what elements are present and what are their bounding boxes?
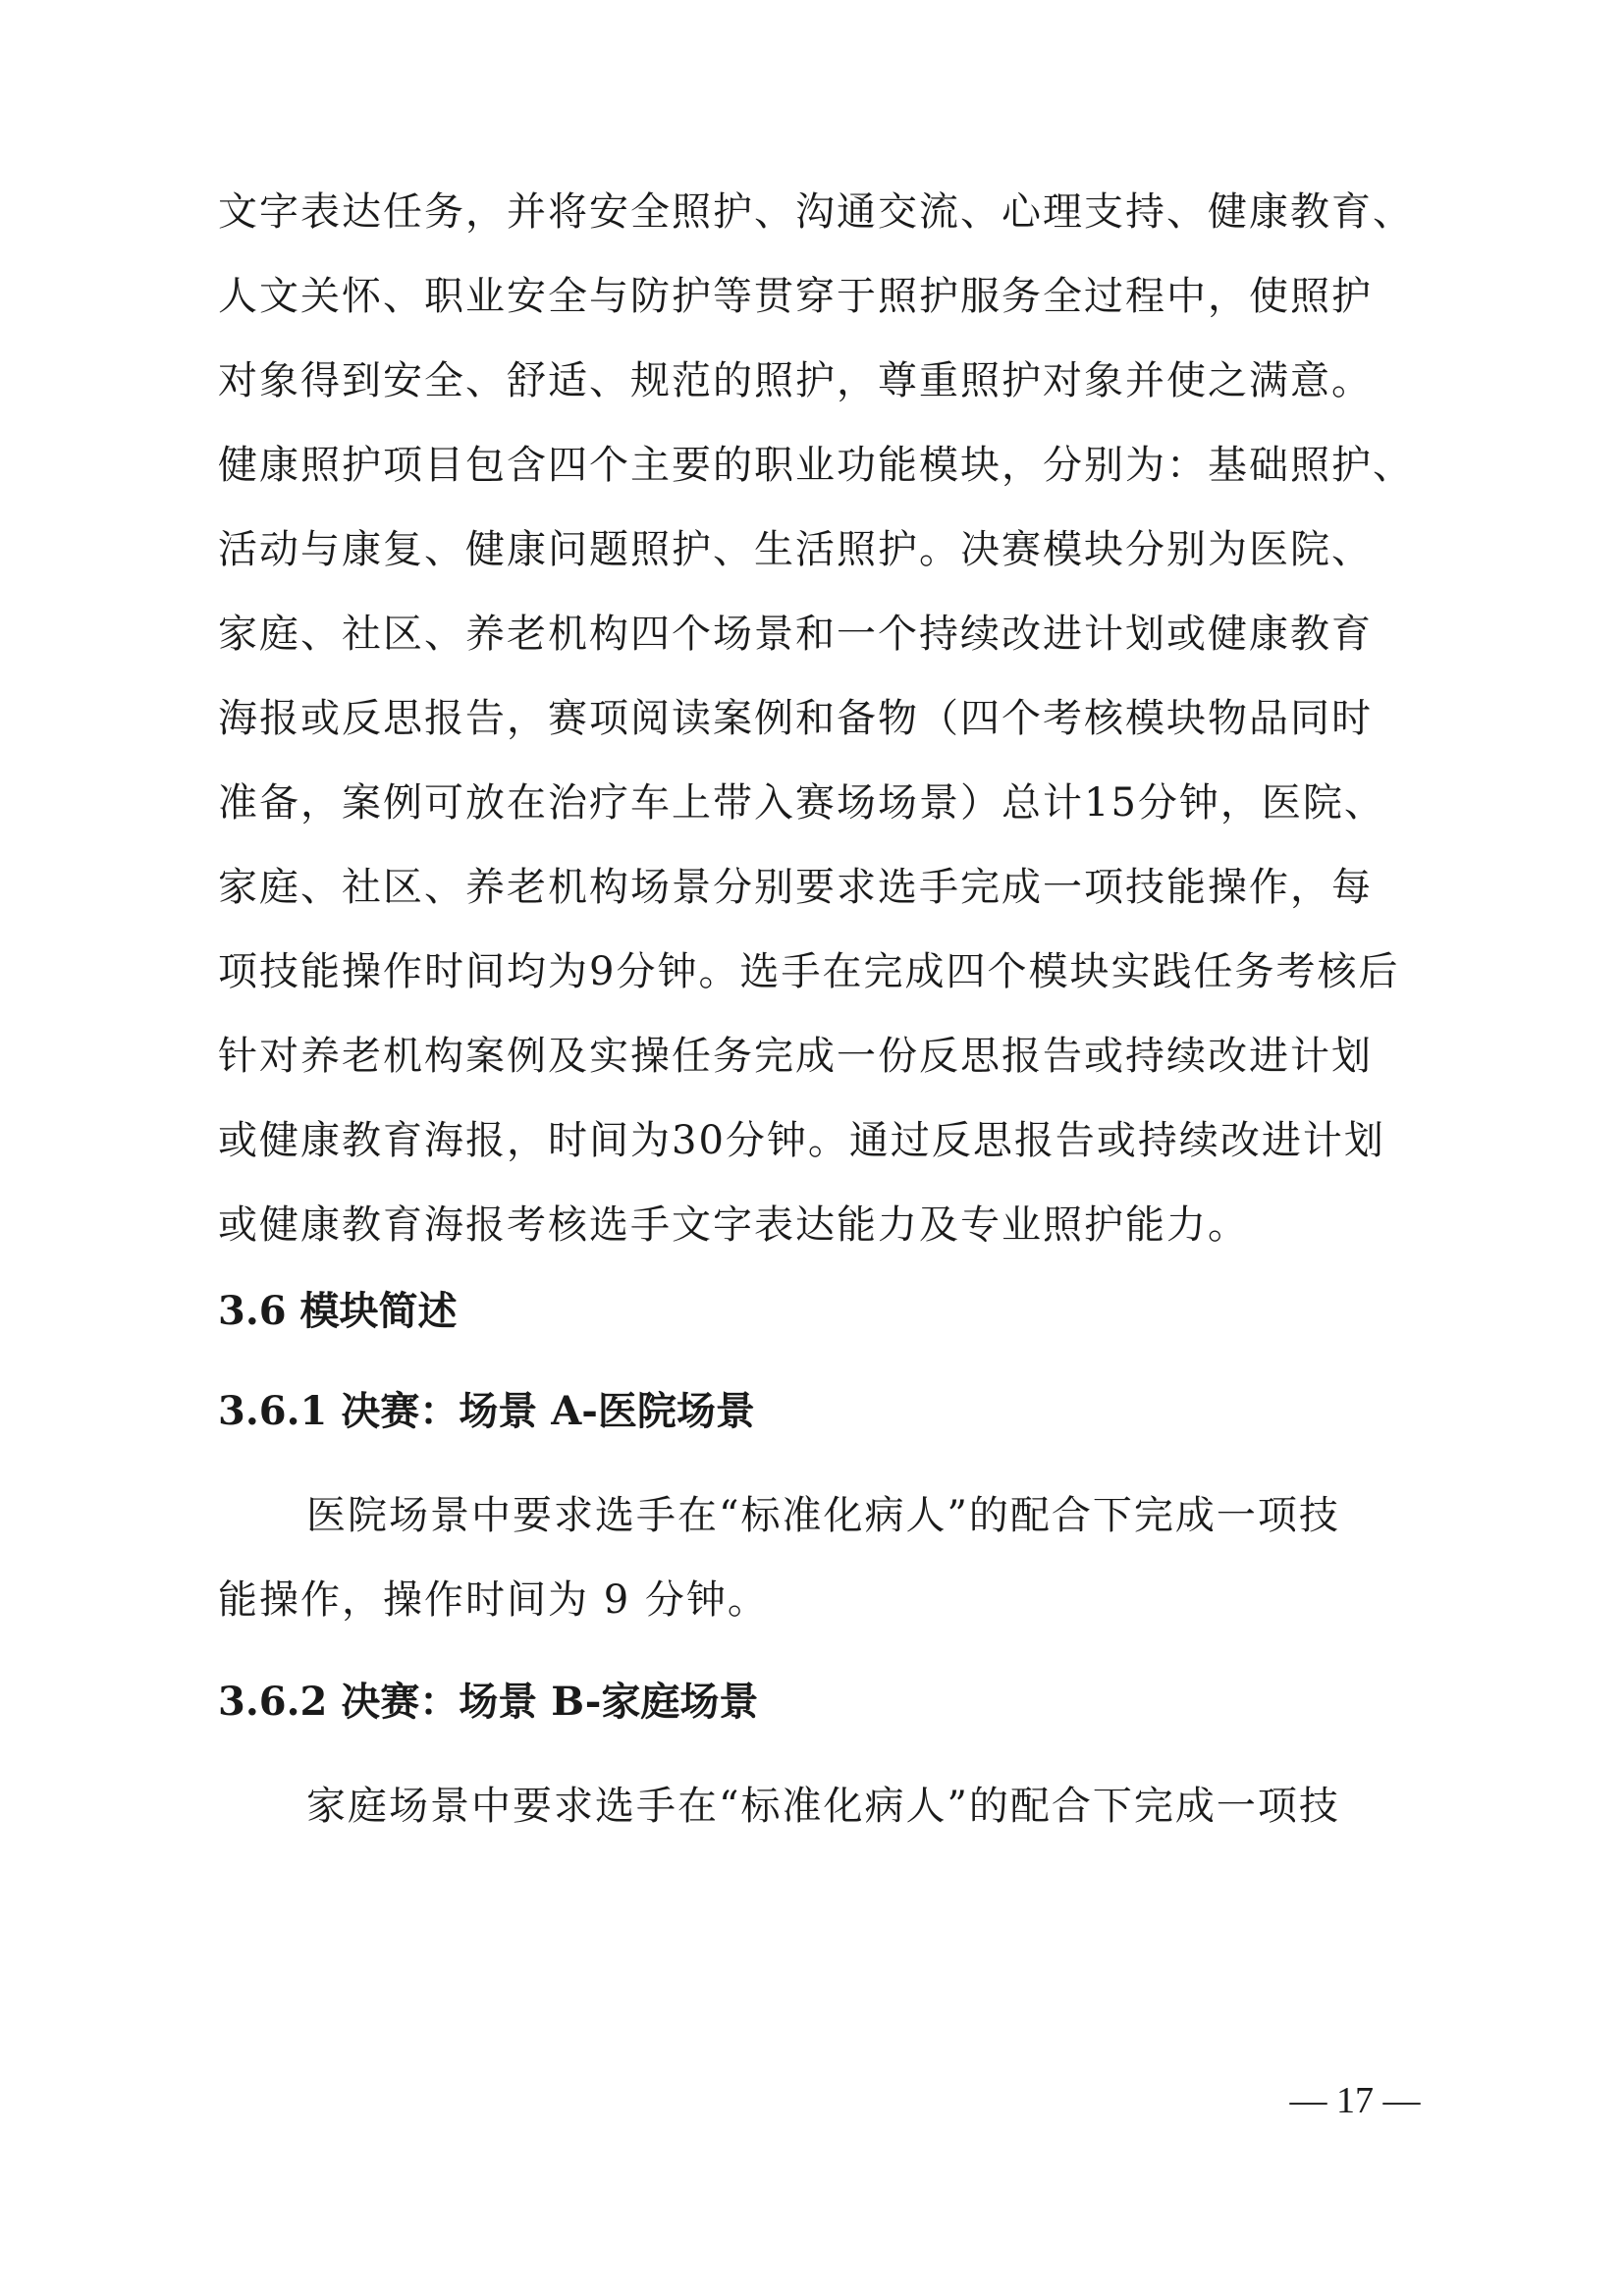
section-3-6-1-paragraph-line: 能操作，操作时间为 9 分钟。 [218,1577,769,1623]
body-text-line: 健康照护项目包含四个主要的职业功能模块，分别为：基础照护、 [218,443,1414,488]
body-text-line: 活动与康复、健康问题照护、生活照护。决赛模块分别为医院、 [218,527,1373,572]
section-heading-3-6-2: 3.6.2 决赛：场景 B-家庭场景 [218,1679,759,1725]
body-text-line: 家庭、社区、养老机构场景分别要求选手完成一项技能操作，每 [218,865,1373,910]
page-number: — 17 — [1289,2080,1421,2121]
body-text-line: 针对养老机构案例及实操任务完成一份反思报告或持续改进计划 [218,1034,1373,1079]
section-heading-3-6-1: 3.6.1 决赛：场景 A-医院场景 [218,1388,755,1434]
section-3-6-2-paragraph-line: 家庭场景中要求选手在“标准化病人”的配合下完成一项技 [306,1784,1340,1829]
body-text-line: 人文关怀、职业安全与防护等贯穿于照护服务全过程中，使照护 [218,274,1373,319]
body-text-line: 家庭、社区、养老机构四个场景和一个持续改进计划或健康教育 [218,612,1373,657]
body-text-line: 海报或反思报告，赛项阅读案例和备物（四个考核模块物品同时 [218,696,1373,741]
body-text-line: 文字表达任务，并将安全照护、沟通交流、心理支持、健康教育、 [218,189,1414,235]
body-text-line: 或健康教育海报考核选手文字表达能力及专业照护能力。 [218,1202,1249,1248]
body-text-line: 对象得到安全、舒适、规范的照护，尊重照护对象并使之满意。 [218,358,1373,403]
body-text-line: 或健康教育海报，时间为30分钟。通过反思报告或持续改进计划 [218,1118,1385,1163]
section-3-6-1-paragraph-line: 医院场景中要求选手在“标准化病人”的配合下完成一项技 [306,1493,1340,1538]
body-text-line: 项技能操作时间均为9分钟。选手在完成四个模块实践任务考核后 [218,949,1400,994]
section-heading-3-6: 3.6 模块简述 [218,1288,458,1334]
body-text-line: 准备，案例可放在治疗车上带入赛场场景）总计15分钟，医院、 [218,780,1385,826]
